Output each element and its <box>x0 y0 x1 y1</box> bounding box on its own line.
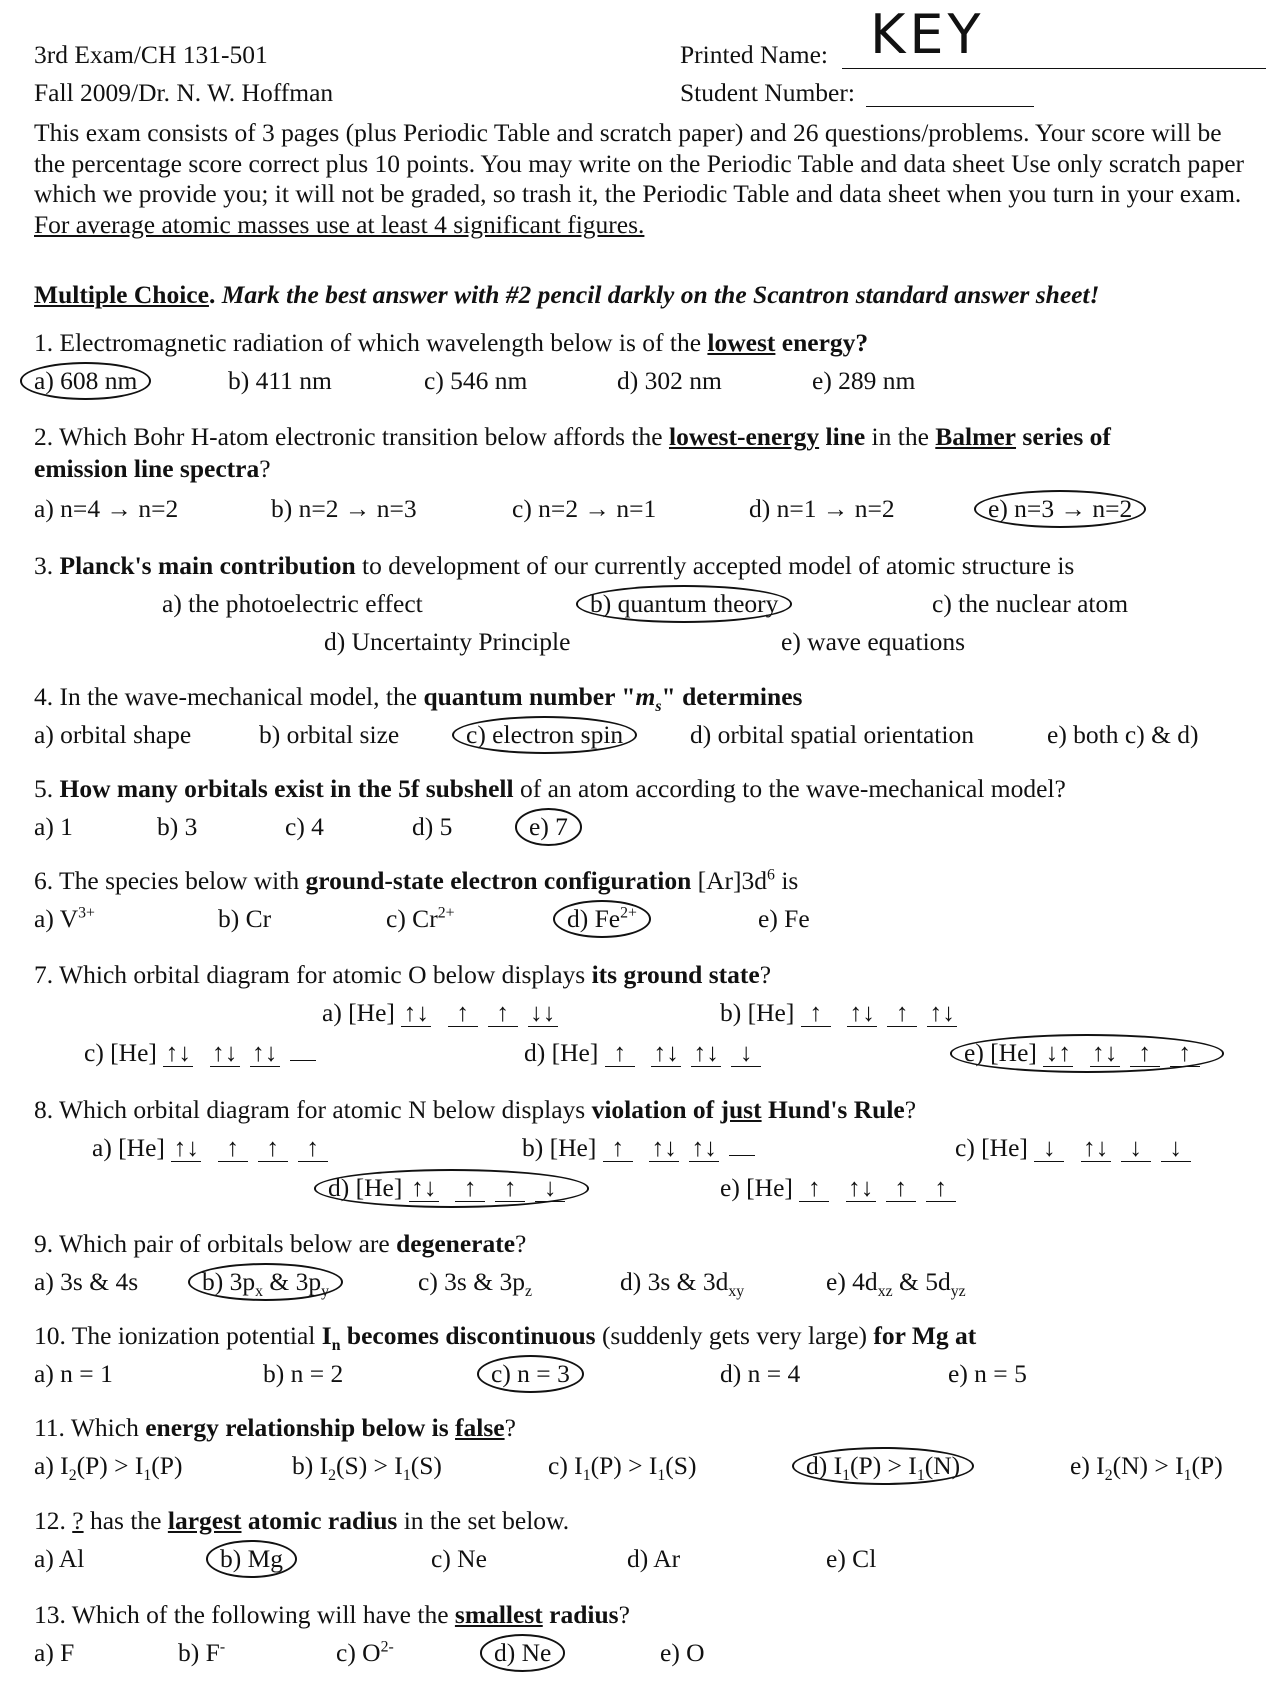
q12-option-e[interactable]: e) Cl <box>826 1544 877 1573</box>
question-3-stem: 3. Planck's main contribution to development of our currently accepted model of atomic structure is <box>34 551 1075 580</box>
q4-option-e[interactable]: e) both c) & d) <box>1047 720 1199 749</box>
question-11-stem: 11. Which energy relationship below is false? <box>34 1413 516 1442</box>
question-7-stem: 7. Which orbital diagram for atomic O below displays its ground state? <box>34 960 772 989</box>
q10-option-c-circled-answer[interactable]: c) n = 3 <box>477 1355 584 1393</box>
q5-option-d[interactable]: d) 5 <box>412 812 453 841</box>
student-number-label: Student Number: <box>680 78 855 107</box>
intro-paragraph <box>34 118 1249 240</box>
student-number-line <box>866 106 1034 107</box>
q10-option-b[interactable]: b) n = 2 <box>263 1359 344 1388</box>
q8-option-b[interactable]: b) [He] ↑ ↑↓ ↑↓ <box>522 1135 755 1162</box>
q10-option-a[interactable]: a) n = 1 <box>34 1359 113 1388</box>
exam-title: 3rd Exam/CH 131-501 <box>34 40 268 69</box>
q5-option-b[interactable]: b) 3 <box>157 812 198 841</box>
q4-option-d[interactable]: d) orbital spatial orientation <box>690 720 974 749</box>
name-line <box>842 68 1266 69</box>
q4-option-a[interactable]: a) orbital shape <box>34 720 192 749</box>
q2-option-b[interactable]: b) n=2 → n=3 <box>271 494 417 523</box>
q9-option-c[interactable]: c) 3s & $3p_z$ <box>418 1267 532 1301</box>
q11-option-a[interactable]: a) $I_2(P) > I_1(P)$ <box>34 1451 183 1485</box>
q1-option-c[interactable]: c) 546 nm <box>424 366 528 395</box>
q3-option-c[interactable]: c) the nuclear atom <box>932 589 1129 618</box>
question-13-stem: 13. Which of the following will have the smallest radius? <box>34 1600 630 1629</box>
q9-option-d[interactable]: d) 3s & $3d_{xy}$ <box>620 1267 745 1301</box>
q5-option-a[interactable]: a) 1 <box>34 812 73 841</box>
q4-option-c-circled-answer[interactable]: c) electron spin <box>452 716 637 754</box>
q13-option-e[interactable]: e) O <box>660 1638 705 1667</box>
q6-option-b[interactable]: b) Cr <box>218 904 272 933</box>
q7-option-a[interactable]: a) [He] ↑↓ ↑ ↑ ↓↓ <box>322 1000 568 1027</box>
q7-option-c[interactable]: c) [He] ↑↓ ↑↓ ↑↓ <box>84 1040 316 1067</box>
q10-option-e[interactable]: e) n = 5 <box>948 1359 1027 1388</box>
q8-option-d-circled-answer[interactable]: d) [He] ↑↓ ↑ ↑ ↓ <box>314 1169 589 1208</box>
q2-option-c[interactable]: c) n=2 → n=1 <box>512 494 657 523</box>
q8-option-e[interactable]: e) [He] ↑ ↑↓ ↑ ↑ <box>720 1175 966 1202</box>
q12-option-b-circled-answer[interactable]: b) Mg <box>206 1540 297 1578</box>
question-4-stem: 4. In the wave-mechanical model, the quantum number "$m_s$" determines <box>34 682 803 716</box>
q7-option-b[interactable]: b) [He] ↑ ↑↓ ↑ ↑↓ <box>720 1000 967 1027</box>
q6-option-a[interactable]: a) $V^{3+}$ <box>34 904 95 933</box>
q6-option-d-circled-answer[interactable]: d) $Fe^{2+}$ <box>553 900 651 938</box>
q11-option-d-circled-answer[interactable]: d) $I_1(P) > I_1(N)$ <box>792 1447 974 1485</box>
q5-option-c[interactable]: c) 4 <box>285 812 324 841</box>
q3-option-a[interactable]: a) the photoelectric effect <box>162 589 423 618</box>
name-label: Printed Name: <box>680 40 829 69</box>
q3-option-b-circled-answer[interactable]: b) quantum theory <box>576 585 792 623</box>
intro-text: This exam consists of 3 pages (plus Periodic Table and scratch paper) and 26 questions/problems. Your score will be the percentage score correct plus 10 points. You may write on the Periodic Table and data sheet Use only scratch paper which we provide you; it will not be graded, so trash it, the Periodic Table and data sheet when you turn in your exam. <box>34 118 1245 209</box>
q12-option-a[interactable]: a) Al <box>34 1544 85 1573</box>
q13-option-c[interactable]: c) $O^{2-}$ <box>336 1638 394 1667</box>
q1-option-d[interactable]: d) 302 nm <box>617 366 722 395</box>
q2-option-e-circled-answer[interactable]: e) n=3 → n=2 <box>974 490 1146 528</box>
q8-option-a[interactable]: a) [He] ↑↓ ↑ ↑ ↑ <box>92 1135 338 1162</box>
q12-option-d[interactable]: d) Ar <box>627 1544 681 1573</box>
q11-option-e[interactable]: e) $I_2(N) > I_1(P)$ <box>1070 1451 1223 1485</box>
section-instructions: Mark the best answer with #2 pencil darkly on the Scantron standard answer sheet! <box>221 280 1100 309</box>
intro-significant-figures: For average atomic masses use at least 4 significant figures. <box>34 209 645 239</box>
question-1-stem: 1. Electromagnetic radiation of which wavelength below is of the lowest energy? <box>34 328 869 357</box>
q1-option-e[interactable]: e) 289 nm <box>812 366 916 395</box>
q13-option-a[interactable]: a) F <box>34 1638 75 1667</box>
q9-option-a[interactable]: a) 3s & 4s <box>34 1267 139 1296</box>
q1-option-b[interactable]: b) 411 nm <box>228 366 332 395</box>
q8-option-c[interactable]: c) [He] ↓ ↑↓ ↓ ↓ <box>955 1135 1201 1162</box>
q9-option-e[interactable]: e) $4d_{xz}$ & $5d_{yz}$ <box>826 1267 966 1301</box>
q2-option-a[interactable]: a) n=4 → n=2 <box>34 494 179 523</box>
q9-option-b-circled-answer[interactable]: b) $3p_x$ & $3p_y$ <box>188 1263 343 1301</box>
q3-option-d[interactable]: d) Uncertainty Principle <box>324 627 571 656</box>
q1-option-a-circled-answer[interactable]: a) 608 nm <box>20 362 151 400</box>
q7-option-d[interactable]: d) [He] ↑ ↑↓ ↑↓ ↓ <box>524 1040 771 1067</box>
name-value-handwritten: KEY <box>870 3 985 66</box>
question-6-stem: 6. The species below with ground-state electron configuration $[Ar]3d^6$ is <box>34 866 799 895</box>
q6-option-c[interactable]: c) $Cr^{2+}$ <box>386 904 455 933</box>
question-5-stem: 5. How many orbitals exist in the 5f subshell of an atom according to the wave-mechanical model? <box>34 774 1066 803</box>
q11-option-c[interactable]: c) $I_1(P) > I_1(S)$ <box>548 1451 697 1485</box>
q2-option-d[interactable]: d) n=1 → n=2 <box>749 494 895 523</box>
q5-option-e-circled-answer[interactable]: e) 7 <box>515 808 582 846</box>
question-9-stem: 9. Which pair of orbitals below are degenerate? <box>34 1229 527 1258</box>
q4-option-b[interactable]: b) orbital size <box>259 720 400 749</box>
q6-option-e[interactable]: e) Fe <box>758 904 810 933</box>
question-10-stem: 10. The ionization potential $I_n$ becomes discontinuous (suddenly gets very large) for Mg at <box>34 1321 977 1355</box>
q11-option-b[interactable]: b) $I_2(S) > I_1(S)$ <box>292 1451 442 1485</box>
q7-option-e-circled-answer[interactable]: e) [He] ↓↑ ↑↓ ↑ ↑ <box>950 1034 1224 1073</box>
q13-option-d-circled-answer[interactable]: d) Ne <box>480 1634 565 1672</box>
section-title: Multiple Choice <box>34 280 209 309</box>
question-12-stem: 12. ? has the largest atomic radius in the set below. <box>34 1506 570 1535</box>
q3-option-e[interactable]: e) wave equations <box>781 627 966 656</box>
q13-option-b[interactable]: b) F- <box>178 1638 226 1667</box>
q12-option-c[interactable]: c) Ne <box>431 1544 487 1573</box>
q10-option-d[interactable]: d) n = 4 <box>720 1359 801 1388</box>
exam-term: Fall 2009/Dr. N. W. Hoffman <box>34 78 334 107</box>
question-8-stem: 8. Which orbital diagram for atomic N below displays violation of just Hund's Rule? <box>34 1095 917 1124</box>
section-heading: Multiple Choice. Mark the best answer with #2 pencil darkly on the Scantron standard answer sheet! <box>34 280 1100 309</box>
question-2-stem-line2: emission line spectra? <box>34 454 271 483</box>
question-2-stem: 2. Which Bohr H-atom electronic transition below affords the lowest-energy line in the Balmer series of <box>34 422 1111 451</box>
